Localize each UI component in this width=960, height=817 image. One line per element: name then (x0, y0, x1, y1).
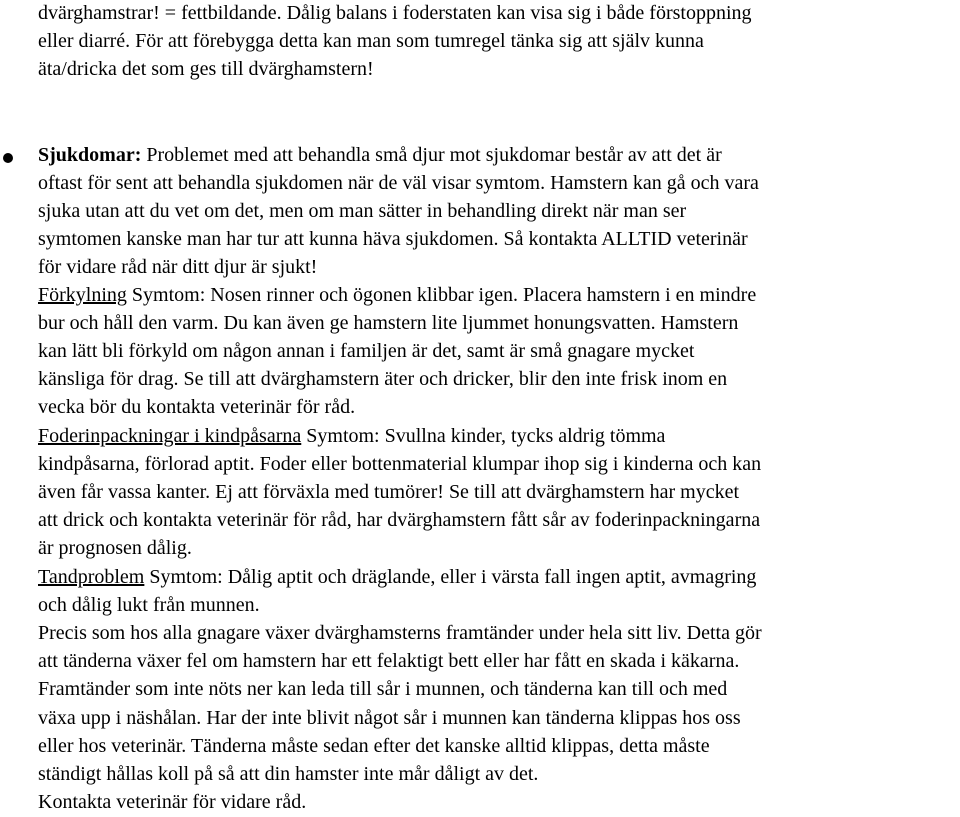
pouch-line-1-text: Symtom: Svullna kinder, tycks aldrig tömma (301, 425, 666, 447)
intro-line-2: eller diarré. För att förebygga detta kan man som tumregel tänka sig att själv kunna (38, 30, 704, 52)
teeth-line-8: ständigt hållas koll på så att din hamster inte mår dåligt av det. (38, 763, 539, 785)
cold-title: Förkylning (38, 284, 127, 306)
pouch-line-5: är prognosen dålig. (38, 537, 192, 559)
pouch-line-3: även får vassa kanter. Ej att förväxla med tumörer! Se till att dvärghamstern har mycket (38, 481, 740, 503)
teeth-line-6: växa upp i näshålan. Har der inte blivit något sår i munnen kan tänderna klippas hos oss (38, 707, 741, 729)
cold-line-5: vecka bör du kontakta veterinär för råd. (38, 396, 356, 418)
teeth-line-1-text: Symtom: Dålig aptit och dräglande, eller i värsta fall ingen aptit, avmagring (144, 566, 757, 588)
pouch-title: Foderinpackningar i kindpåsarna (38, 425, 302, 447)
disease-line-4: symtomen kanske man har tur att kunna häva sjukdomen. Så kontakta ALLTID veterinär (38, 228, 748, 250)
teeth-line-5: Framtänder som inte nöts ner kan leda till sår i munnen, och tänderna kan till och med (38, 678, 728, 700)
disease-line-5: för vidare råd när ditt djur är sjukt! (38, 256, 318, 278)
cold-line-1 (38, 282, 756, 310)
pouch-line-2: kindpåsarna, förlorad aptit. Foder eller bottenmaterial klumpar ihop sig i kinderna och kan (38, 453, 762, 475)
disease-line-3: sjuka utan att du vet om det, men om man sätter in behandling direkt när man ser (38, 200, 687, 222)
teeth-line-7: eller hos veterinär. Tänderna måste sedan efter det kanske alltid klippas, detta måste (38, 735, 710, 757)
disease-line-1 (38, 142, 722, 170)
teeth-line-3: Precis som hos alla gnagare växer dvärghamsterns framtänder under hela sitt liv. Detta gör (38, 622, 762, 644)
disease-heading: Sjukdomar: (38, 144, 142, 166)
intro-line-3: äta/dricka det som ges till dvärghamstern! (38, 58, 374, 80)
teeth-line-4: att tänderna växer fel om hamstern har ett felaktigt bett eller har fått en skada i käkarna. (38, 650, 740, 672)
teeth-line-1 (38, 564, 756, 592)
pouch-line-4: att drick och kontakta veterinär för råd, har dvärghamstern fått sår av foderinpackningarna (38, 509, 761, 531)
cold-line-1-text: Symtom: Nosen rinner och ögonen klibbar igen. Placera hamstern i en mindre (126, 284, 757, 306)
teeth-line-9: Kontakta veterinär för vidare råd. (38, 791, 307, 813)
disease-line-1-text: Problemet med att behandla små djur mot sjukdomar består av att det är (141, 144, 722, 166)
pouch-line-1 (38, 423, 665, 451)
cold-line-2: bur och håll den varm. Du kan även ge hamstern lite ljummet honungsvatten. Hamstern (38, 312, 739, 334)
teeth-line-2: och dålig lukt från munnen. (38, 594, 260, 616)
disease-line-2: oftast för sent att behandla sjukdomen när de väl visar symtom. Hamstern kan gå och vara (38, 172, 759, 194)
teeth-title: Tandproblem (38, 566, 145, 588)
cold-line-3: kan lätt bli förkyld om någon annan i familjen är det, samt är små gnagare mycket (38, 340, 695, 362)
cold-line-4: känsliga för drag. Se till att dvärghamstern äter och dricker, blir den inte frisk inom en (38, 368, 728, 390)
intro-line-1: dvärghamstrar! = fettbildande. Dålig balans i foderstaten kan visa sig i både förstoppning (38, 2, 752, 24)
bullet-icon (3, 153, 13, 163)
